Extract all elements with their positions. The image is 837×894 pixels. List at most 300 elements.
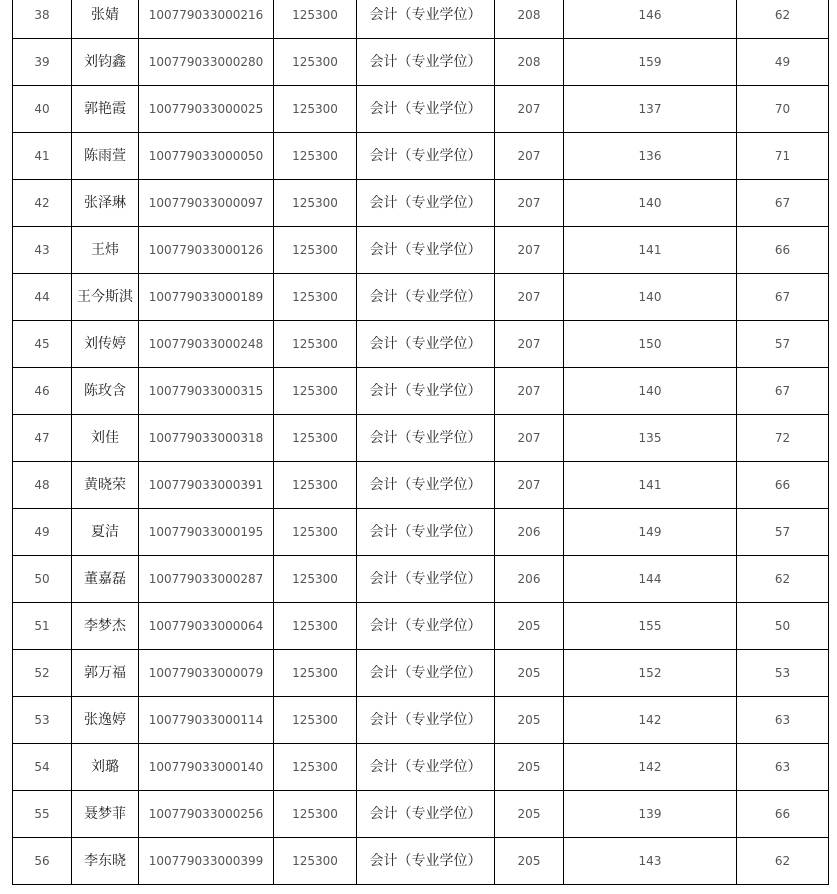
rank-cell-text: 40 [34, 102, 50, 116]
exam-id-cell-text: 100779033000216 [148, 8, 264, 22]
table-row [13, 744, 829, 791]
score-a-cell [564, 0, 737, 39]
score-b-cell [737, 603, 829, 650]
exam-id-cell-text: 100779033000079 [148, 666, 264, 680]
rank-cell-text: 55 [34, 807, 50, 821]
total-score-cell [495, 180, 564, 227]
exam-id-cell-text: 100779033000140 [148, 760, 264, 774]
major-code-cell [274, 133, 357, 180]
score-b-cell [737, 86, 829, 133]
exam-id-cell [139, 650, 274, 697]
rank-cell-text: 56 [34, 854, 50, 868]
name-cell-text: 陈雨萱 [84, 148, 126, 164]
major-cell-text: 会计（专业学位） [369, 54, 482, 70]
exam-id-cell [139, 838, 274, 885]
table-row [13, 0, 829, 39]
score-b-cell [737, 697, 829, 744]
rank-cell [13, 321, 72, 368]
major-cell-text: 会计（专业学位） [369, 477, 482, 493]
exam-id-cell [139, 227, 274, 274]
total-score-cell [495, 86, 564, 133]
major-code-cell [274, 509, 357, 556]
major-code-cell [274, 650, 357, 697]
major-cell [357, 462, 495, 509]
major-cell-text: 会计（专业学位） [369, 101, 482, 117]
total-score-cell-text: 207 [517, 102, 541, 116]
score-b-cell-text: 72 [774, 431, 791, 445]
score-a-cell [564, 133, 737, 180]
major-code-cell [274, 274, 357, 321]
score-a-cell-text: 144 [638, 572, 662, 586]
rank-cell [13, 650, 72, 697]
name-cell-text: 刘传婷 [84, 336, 126, 352]
major-cell [357, 227, 495, 274]
major-code-cell [274, 321, 357, 368]
exam-id-cell [139, 180, 274, 227]
rank-cell-text: 53 [34, 713, 50, 727]
major-code-cell [274, 227, 357, 274]
rank-cell [13, 415, 72, 462]
total-score-cell [495, 556, 564, 603]
major-code-cell-text: 125300 [292, 807, 338, 821]
name-cell-text: 刘钧鑫 [84, 54, 126, 70]
major-code-cell-text: 125300 [292, 149, 338, 163]
total-score-cell-text: 208 [517, 8, 541, 22]
score-a-cell [564, 86, 737, 133]
major-cell-text: 会计（专业学位） [369, 806, 482, 822]
total-score-cell-text: 205 [517, 713, 541, 727]
score-b-cell-text: 66 [774, 243, 791, 257]
major-cell-text: 会计（专业学位） [369, 7, 482, 23]
major-cell-text: 会计（专业学位） [369, 853, 482, 869]
major-code-cell-text: 125300 [292, 666, 338, 680]
total-score-cell-text: 207 [517, 431, 541, 445]
table-row [13, 39, 829, 86]
score-a-cell-text: 150 [638, 337, 662, 351]
major-code-cell [274, 368, 357, 415]
name-cell [72, 744, 139, 791]
score-a-cell [564, 321, 737, 368]
exam-id-cell-text: 100779033000248 [148, 337, 264, 351]
total-score-cell-text: 205 [517, 760, 541, 774]
major-code-cell-text: 125300 [292, 854, 338, 868]
table-row [13, 556, 829, 603]
rank-cell-text: 52 [34, 666, 50, 680]
table-row [13, 603, 829, 650]
major-code-cell-text: 125300 [292, 8, 338, 22]
name-cell [72, 603, 139, 650]
total-score-cell [495, 0, 564, 39]
score-a-cell-text: 143 [638, 854, 662, 868]
score-b-cell-text: 63 [774, 760, 791, 774]
score-a-cell [564, 368, 737, 415]
major-cell [357, 0, 495, 39]
total-score-cell [495, 650, 564, 697]
rank-cell [13, 227, 72, 274]
rank-cell [13, 838, 72, 885]
score-b-cell [737, 321, 829, 368]
score-a-cell [564, 744, 737, 791]
rank-cell-text: 50 [34, 572, 50, 586]
score-b-cell-text: 62 [774, 8, 791, 22]
exam-id-cell [139, 274, 274, 321]
major-code-cell-text: 125300 [292, 337, 338, 351]
total-score-cell [495, 321, 564, 368]
score-b-cell-text: 67 [774, 384, 791, 398]
table-row [13, 838, 829, 885]
rank-cell-text: 47 [34, 431, 50, 445]
table-row [13, 321, 829, 368]
exam-id-cell-text: 100779033000050 [148, 149, 264, 163]
score-a-cell [564, 603, 737, 650]
name-cell-text: 刘璐 [91, 759, 119, 775]
major-cell [357, 368, 495, 415]
total-score-cell-text: 208 [517, 55, 541, 69]
major-code-cell [274, 86, 357, 133]
exam-id-cell [139, 509, 274, 556]
exam-id-cell [139, 415, 274, 462]
name-cell-text: 郭艳霞 [84, 101, 126, 117]
rank-cell-text: 38 [34, 8, 50, 22]
score-b-cell [737, 368, 829, 415]
score-a-cell [564, 462, 737, 509]
score-a-cell-text: 140 [638, 290, 662, 304]
exam-id-cell [139, 603, 274, 650]
score-a-cell-text: 149 [638, 525, 662, 539]
exam-id-cell-text: 100779033000195 [148, 525, 264, 539]
major-cell [357, 415, 495, 462]
name-cell [72, 0, 139, 39]
score-b-cell-text: 67 [774, 196, 791, 210]
exam-id-cell-text: 100779033000315 [148, 384, 264, 398]
total-score-cell-text: 207 [517, 478, 541, 492]
major-code-cell [274, 791, 357, 838]
score-b-cell-text: 49 [774, 55, 791, 69]
major-cell [357, 321, 495, 368]
rank-cell [13, 462, 72, 509]
total-score-cell [495, 227, 564, 274]
score-a-cell [564, 791, 737, 838]
score-a-cell [564, 509, 737, 556]
score-a-cell-text: 135 [638, 431, 662, 445]
total-score-cell [495, 838, 564, 885]
score-a-cell [564, 39, 737, 86]
score-a-cell [564, 650, 737, 697]
total-score-cell-text: 207 [517, 384, 541, 398]
score-b-cell [737, 133, 829, 180]
table-row [13, 415, 829, 462]
score-b-cell [737, 274, 829, 321]
major-code-cell [274, 556, 357, 603]
score-a-cell-text: 155 [638, 619, 662, 633]
major-cell-text: 会计（专业学位） [369, 618, 482, 634]
major-cell-text: 会计（专业学位） [369, 336, 482, 352]
table-row [13, 509, 829, 556]
exam-id-cell-text: 100779033000280 [148, 55, 264, 69]
rank-cell-text: 46 [34, 384, 50, 398]
rank-cell-text: 42 [34, 196, 50, 210]
major-code-cell [274, 744, 357, 791]
total-score-cell-text: 207 [517, 337, 541, 351]
major-code-cell [274, 415, 357, 462]
major-cell-text: 会计（专业学位） [369, 195, 482, 211]
exam-id-cell [139, 744, 274, 791]
major-cell-text: 会计（专业学位） [369, 712, 482, 728]
name-cell [72, 697, 139, 744]
exam-id-cell-text: 100779033000025 [148, 102, 264, 116]
name-cell [72, 321, 139, 368]
major-cell [357, 133, 495, 180]
exam-id-cell [139, 791, 274, 838]
score-a-cell-text: 159 [638, 55, 662, 69]
rank-cell [13, 274, 72, 321]
major-code-cell [274, 697, 357, 744]
rank-cell [13, 509, 72, 556]
total-score-cell [495, 697, 564, 744]
exam-id-cell [139, 697, 274, 744]
rank-cell [13, 368, 72, 415]
total-score-cell [495, 274, 564, 321]
score-a-cell-text: 141 [638, 243, 662, 257]
exam-id-cell [139, 462, 274, 509]
score-b-cell [737, 650, 829, 697]
exam-id-cell-text: 100779033000287 [148, 572, 264, 586]
name-cell-text: 聂梦菲 [84, 806, 126, 822]
exam-id-cell-text: 100779033000399 [148, 854, 264, 868]
major-code-cell [274, 838, 357, 885]
major-cell [357, 39, 495, 86]
total-score-cell [495, 744, 564, 791]
score-b-cell [737, 180, 829, 227]
name-cell-text: 张泽琳 [84, 195, 126, 211]
name-cell [72, 274, 139, 321]
score-b-cell-text: 57 [774, 525, 791, 539]
table-row [13, 227, 829, 274]
rank-cell [13, 744, 72, 791]
major-cell-text: 会计（专业学位） [369, 430, 482, 446]
name-cell [72, 556, 139, 603]
major-cell-text: 会计（专业学位） [369, 242, 482, 258]
major-cell [357, 274, 495, 321]
score-b-cell [737, 838, 829, 885]
name-cell-text: 王炜 [91, 242, 119, 258]
exam-id-cell-text: 100779033000256 [148, 807, 264, 821]
major-cell-text: 会计（专业学位） [369, 759, 482, 775]
score-b-cell-text: 71 [774, 149, 791, 163]
name-cell-text: 夏洁 [91, 524, 119, 540]
score-a-cell-text: 142 [638, 760, 662, 774]
major-code-cell-text: 125300 [292, 384, 338, 398]
score-b-cell-text: 62 [774, 854, 791, 868]
score-a-cell [564, 838, 737, 885]
score-b-cell [737, 0, 829, 39]
table-row [13, 697, 829, 744]
name-cell [72, 227, 139, 274]
score-a-cell [564, 556, 737, 603]
score-a-cell-text: 152 [638, 666, 662, 680]
major-cell-text: 会计（专业学位） [369, 383, 482, 399]
total-score-cell-text: 206 [517, 572, 541, 586]
score-a-cell-text: 136 [638, 149, 662, 163]
table-row [13, 86, 829, 133]
major-cell-text: 会计（专业学位） [369, 665, 482, 681]
score-a-cell-text: 146 [638, 8, 662, 22]
major-code-cell-text: 125300 [292, 196, 338, 210]
total-score-cell-text: 205 [517, 666, 541, 680]
score-b-cell-text: 63 [774, 713, 791, 727]
major-code-cell [274, 603, 357, 650]
exam-id-cell [139, 86, 274, 133]
table-row [13, 274, 829, 321]
rank-cell [13, 603, 72, 650]
score-b-cell-text: 67 [774, 290, 791, 304]
total-score-cell [495, 791, 564, 838]
major-cell-text: 会计（专业学位） [369, 524, 482, 540]
exam-id-cell [139, 0, 274, 39]
rank-cell [13, 0, 72, 39]
score-a-cell [564, 274, 737, 321]
major-code-cell [274, 180, 357, 227]
score-b-cell-text: 50 [774, 619, 791, 633]
name-cell-text: 张婧 [91, 7, 119, 23]
table-row [13, 462, 829, 509]
exam-id-cell [139, 368, 274, 415]
major-cell-text: 会计（专业学位） [369, 571, 482, 587]
score-a-cell-text: 140 [638, 196, 662, 210]
total-score-cell [495, 39, 564, 86]
exam-id-cell-text: 100779033000114 [148, 713, 264, 727]
score-a-cell-text: 137 [638, 102, 662, 116]
exam-id-cell-text: 100779033000318 [148, 431, 264, 445]
name-cell [72, 368, 139, 415]
score-b-cell-text: 62 [774, 572, 791, 586]
name-cell-text: 郭万福 [84, 665, 126, 681]
rank-cell-text: 54 [34, 760, 50, 774]
score-b-cell [737, 415, 829, 462]
total-score-cell-text: 206 [517, 525, 541, 539]
score-table [12, 0, 829, 885]
name-cell-text: 董嘉磊 [84, 571, 126, 587]
score-a-cell-text: 139 [638, 807, 662, 821]
total-score-cell [495, 462, 564, 509]
total-score-cell [495, 133, 564, 180]
name-cell-text: 李东晓 [84, 853, 126, 869]
score-b-cell [737, 791, 829, 838]
score-b-cell-text: 53 [774, 666, 791, 680]
score-a-cell [564, 415, 737, 462]
major-code-cell-text: 125300 [292, 572, 338, 586]
name-cell-text: 李梦杰 [84, 618, 126, 634]
name-cell [72, 509, 139, 556]
major-cell [357, 509, 495, 556]
total-score-cell [495, 509, 564, 556]
rank-cell-text: 43 [34, 243, 50, 257]
score-a-cell [564, 180, 737, 227]
total-score-cell [495, 368, 564, 415]
major-cell [357, 838, 495, 885]
total-score-cell-text: 207 [517, 243, 541, 257]
rank-cell-text: 44 [34, 290, 50, 304]
major-cell-text: 会计（专业学位） [369, 289, 482, 305]
total-score-cell-text: 205 [517, 807, 541, 821]
exam-id-cell-text: 100779033000064 [148, 619, 264, 633]
rank-cell-text: 45 [34, 337, 50, 351]
major-code-cell-text: 125300 [292, 619, 338, 633]
rank-cell [13, 556, 72, 603]
name-cell-text: 张逸婷 [84, 712, 126, 728]
name-cell [72, 462, 139, 509]
score-a-cell-text: 141 [638, 478, 662, 492]
name-cell [72, 133, 139, 180]
major-code-cell-text: 125300 [292, 102, 338, 116]
score-b-cell-text: 66 [774, 478, 791, 492]
major-code-cell-text: 125300 [292, 431, 338, 445]
major-cell [357, 697, 495, 744]
major-code-cell-text: 125300 [292, 478, 338, 492]
score-b-cell-text: 57 [774, 337, 791, 351]
table-row [13, 180, 829, 227]
table-row [13, 133, 829, 180]
major-code-cell [274, 462, 357, 509]
major-code-cell-text: 125300 [292, 55, 338, 69]
rank-cell-text: 48 [34, 478, 50, 492]
score-b-cell [737, 509, 829, 556]
total-score-cell-text: 207 [517, 196, 541, 210]
name-cell [72, 180, 139, 227]
major-code-cell [274, 39, 357, 86]
name-cell-text: 刘佳 [91, 430, 119, 446]
rank-cell-text: 39 [34, 55, 50, 69]
exam-id-cell-text: 100779033000189 [148, 290, 264, 304]
rank-cell [13, 133, 72, 180]
major-cell [357, 603, 495, 650]
total-score-cell-text: 205 [517, 619, 541, 633]
total-score-cell-text: 205 [517, 854, 541, 868]
total-score-cell-text: 207 [517, 149, 541, 163]
name-cell [72, 39, 139, 86]
table-row [13, 791, 829, 838]
major-code-cell-text: 125300 [292, 525, 338, 539]
name-cell [72, 650, 139, 697]
score-b-cell [737, 462, 829, 509]
exam-id-cell [139, 556, 274, 603]
score-a-cell [564, 227, 737, 274]
major-cell [357, 556, 495, 603]
rank-cell-text: 51 [34, 619, 50, 633]
table-row [13, 650, 829, 697]
exam-id-cell [139, 133, 274, 180]
score-a-cell-text: 140 [638, 384, 662, 398]
major-cell [357, 650, 495, 697]
major-code-cell-text: 125300 [292, 243, 338, 257]
score-b-cell [737, 227, 829, 274]
name-cell [72, 791, 139, 838]
score-b-cell [737, 556, 829, 603]
rank-cell [13, 39, 72, 86]
major-cell [357, 744, 495, 791]
exam-id-cell-text: 100779033000097 [148, 196, 264, 210]
rank-cell [13, 791, 72, 838]
rank-cell-text: 49 [34, 525, 50, 539]
score-b-cell [737, 39, 829, 86]
score-b-cell-text: 66 [774, 807, 791, 821]
major-cell [357, 86, 495, 133]
exam-id-cell [139, 321, 274, 368]
name-cell-text: 黄晓荣 [84, 477, 126, 493]
rank-cell [13, 180, 72, 227]
major-cell-text: 会计（专业学位） [369, 148, 482, 164]
name-cell-text: 陈玫含 [84, 383, 126, 399]
